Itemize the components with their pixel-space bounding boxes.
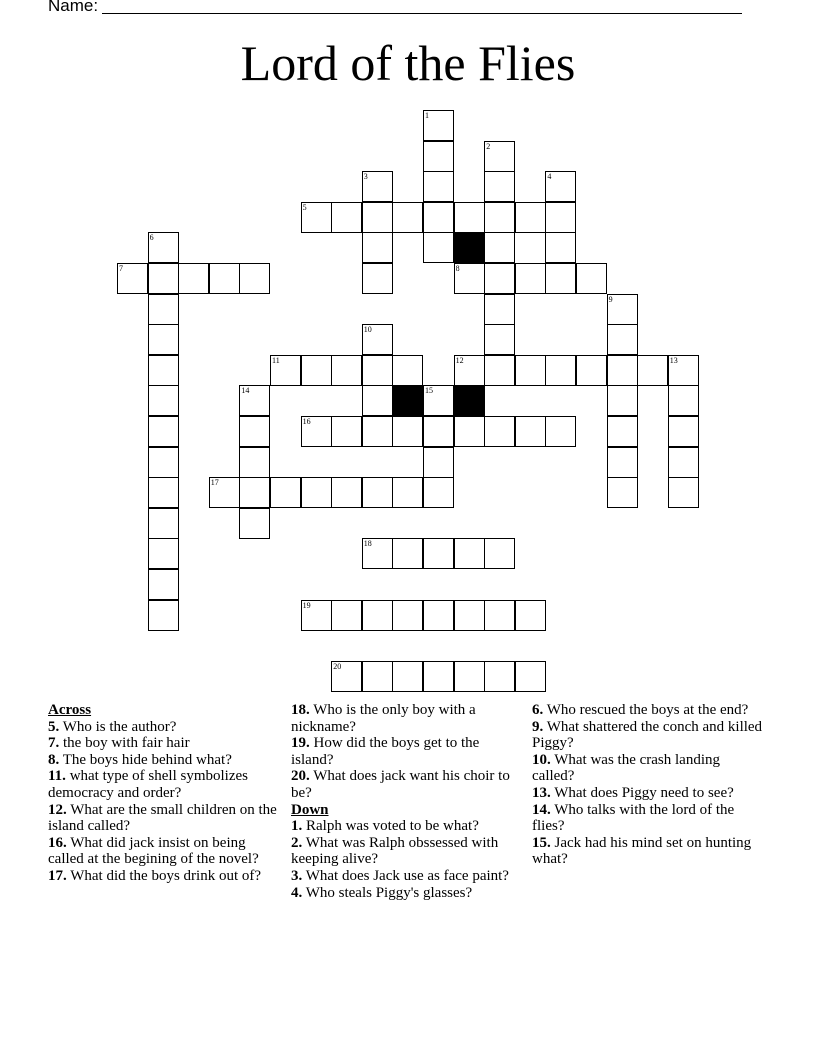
crossword-cell[interactable] [362,263,393,294]
clue-number: 4. [291,884,303,901]
crossword-cell[interactable] [545,355,576,386]
crossword-cell[interactable] [178,263,209,294]
clue-item [532,702,764,719]
clue-item [48,802,284,835]
crossword-cell[interactable] [148,508,179,539]
clue-text: the boy with fair hair [59,735,190,752]
crossword-cell[interactable] [423,477,454,508]
clue-number: 1. [291,818,303,835]
clue-item [532,835,764,868]
clue-text: Who steals Piggy's glasses? [302,884,473,901]
crossword-cell[interactable] [301,202,332,233]
crossword-cell[interactable] [484,202,515,233]
clue-text: What does jack want his choir to be? [291,768,510,801]
black-cell [454,232,485,263]
clue-item [291,835,523,868]
clue-number-label: 9 [608,294,613,304]
clue-item [291,868,523,885]
clue-number: 19. [291,735,310,752]
clue-item [48,868,284,885]
clue-number-label: 15 [425,386,433,396]
crossword-cell[interactable] [239,477,270,508]
crossword-cell[interactable] [362,171,393,202]
clue-text: Who rescued the boys at the end? [543,702,749,718]
clue-number: 15. [532,834,551,851]
clue-number-label: 1 [425,111,429,120]
clue-number-label: 13 [669,355,678,365]
crossword-cell[interactable] [484,538,515,569]
crossword-cell[interactable] [423,538,454,569]
clue-number: 3. [291,867,303,884]
clue-number-label: 17 [210,478,219,488]
crossword-cell[interactable] [392,202,423,233]
black-cell [392,385,423,416]
clue-number-label: 12 [455,355,464,365]
crossword-cell[interactable] [484,141,515,172]
clue-text: Who talks with the lord of the flies? [532,801,735,835]
crossword-cell[interactable] [423,385,454,416]
crossword-cell[interactable] [239,416,270,447]
black-cell [454,385,485,416]
crossword-cell[interactable] [607,447,638,478]
crossword-cell[interactable] [331,600,362,631]
crossword-cell[interactable] [454,416,485,447]
crossword-cell[interactable] [148,324,179,355]
crossword-cell[interactable] [484,232,515,263]
crossword-cell[interactable] [515,416,546,447]
across-heading: Across [48,702,92,718]
clue-item [48,735,284,752]
clue-item [291,735,523,768]
crossword-cell[interactable] [239,508,270,539]
crossword-cell[interactable] [454,661,485,692]
clue-text: What are the small children on the island called? [48,801,277,835]
crossword-cell[interactable] [637,355,668,386]
crossword-cell[interactable] [423,661,454,692]
clue-text: Jack had his mind set on hunting what? [532,834,752,868]
clue-number-label: 5 [302,202,307,212]
crossword-cell[interactable] [423,447,454,478]
clue-number: 17. [48,867,67,884]
crossword-cell[interactable] [270,355,301,386]
crossword-cell[interactable] [148,477,179,508]
clue-text: Who is the author? [59,718,177,735]
crossword-cell[interactable] [148,385,179,416]
crossword-cell[interactable] [607,294,638,325]
crossword-cell[interactable] [515,263,546,294]
clue-text: What does Piggy need to see? [550,784,734,801]
clue-text: What shattered the conch and killed Piggy? [532,718,763,752]
crossword-cell[interactable] [362,324,393,355]
crossword-cell[interactable] [545,202,576,233]
clue-number-label: 20 [333,661,342,671]
clue-number-label: 8 [455,264,460,273]
clue-item [291,768,523,801]
crossword-cell[interactable] [484,171,515,202]
clue-text: what type of shell symbolizes democracy and order? [48,768,248,801]
crossword-cell[interactable] [362,416,393,447]
clue-number: 12. [48,801,67,818]
crossword-cell[interactable] [515,661,546,692]
crossword-cell[interactable] [362,355,393,386]
crossword-cell[interactable] [148,355,179,386]
crossword-cell[interactable] [454,355,485,386]
clue-item [291,818,523,835]
crossword-cell[interactable] [209,477,240,508]
clue-number-label: 16 [302,417,311,426]
crossword-cell[interactable] [392,661,423,692]
clue-text: Who is the only boy with a nickname? [291,702,476,735]
crossword-cell[interactable] [148,416,179,447]
crossword-cell[interactable] [484,661,515,692]
crossword-cell[interactable] [423,171,454,202]
crossword-cell[interactable] [668,385,699,416]
crossword-cell[interactable] [576,355,607,386]
clue-text: What did the boys drink out of? [66,867,262,884]
clue-number-label: 11 [272,355,280,365]
clue-number-label: 7 [119,264,123,273]
clue-item [532,719,764,752]
crossword-cell[interactable] [117,263,148,294]
clue-number-label: 14 [241,386,250,396]
clue-number: 13. [532,784,551,801]
crossword-cell[interactable] [607,385,638,416]
crossword-cell[interactable] [545,232,576,263]
clue-text: What did jack insist on being called at the begining of the novel? [48,834,259,868]
crossword-cell[interactable] [423,232,454,263]
clue-item [532,802,764,835]
crossword-cell[interactable] [423,110,454,141]
crossword-cell[interactable] [239,385,270,416]
crossword-cell[interactable] [239,263,270,294]
crossword-cell[interactable] [607,416,638,447]
crossword-cell[interactable] [454,263,485,294]
crossword-cell[interactable] [362,385,393,416]
crossword-cell[interactable] [545,263,576,294]
crossword-cell[interactable] [423,416,454,447]
crossword-cell[interactable] [484,324,515,355]
crossword-cell[interactable] [484,263,515,294]
crossword-cell[interactable] [148,600,179,631]
clue-text: What was the crash landing called? [532,751,721,785]
crossword-cell[interactable] [301,416,332,447]
clue-number: 14. [532,801,551,818]
crossword-cell[interactable] [362,477,393,508]
crossword-cell[interactable] [484,600,515,631]
clue-number: 18. [291,702,310,718]
clue-number: 9. [532,718,544,735]
crossword-cell[interactable] [362,232,393,263]
clue-item [291,702,523,735]
crossword-cell[interactable] [148,232,179,263]
crossword-cell[interactable] [392,416,423,447]
crossword-cell[interactable] [668,416,699,447]
clue-item [532,785,764,802]
clue-number: 8. [48,751,60,768]
clue-text: What was Ralph obssessed with keeping alive? [291,834,499,868]
crossword-cell[interactable] [148,569,179,600]
crossword-cell[interactable] [362,600,393,631]
crossword-cell[interactable] [301,600,332,631]
clue-number-label: 2 [486,141,491,151]
crossword-cell[interactable] [362,202,393,233]
crossword-cell[interactable] [362,538,393,569]
crossword-cell[interactable] [239,447,270,478]
clue-number: 7. [48,735,60,752]
crossword-cell[interactable] [484,416,515,447]
clue-number: 11. [48,768,66,785]
clue-text: The boys hide behind what? [59,751,232,768]
crossword-cell[interactable] [454,202,485,233]
crossword-cell[interactable] [515,355,546,386]
clue-number: 2. [291,834,303,851]
clue-text: What does Jack use as face paint? [302,867,509,884]
clue-item [48,752,284,769]
crossword-cell[interactable] [270,477,301,508]
crossword-cell[interactable] [331,477,362,508]
name-field[interactable] [48,0,748,18]
clue-item [532,752,764,785]
clue-number-label: 10 [363,325,372,335]
clue-number: 5. [48,718,60,735]
crossword-cell[interactable] [362,661,393,692]
clue-number-label: 3 [363,172,368,182]
crossword-cell[interactable] [454,538,485,569]
clue-number-label: 6 [149,233,154,243]
crossword-cell[interactable] [515,600,546,631]
crossword-cell[interactable] [484,294,515,325]
crossword-cell[interactable] [331,202,362,233]
crossword-cell[interactable] [148,447,179,478]
clue-item [48,835,284,868]
crossword-cell[interactable] [148,538,179,569]
crossword-cell[interactable] [668,477,699,508]
crossword-cell[interactable] [454,600,485,631]
clue-text: Ralph was voted to be what? [302,818,479,835]
crossword-cell[interactable] [392,477,423,508]
crossword-cell[interactable] [607,477,638,508]
crossword-cell[interactable] [668,447,699,478]
clue-number: 16. [48,834,67,851]
down-heading: Down [291,801,329,818]
crossword-cell[interactable] [545,416,576,447]
crossword-cell[interactable] [576,263,607,294]
crossword-cell[interactable] [392,600,423,631]
crossword-cell[interactable] [148,263,179,294]
crossword-cell[interactable] [668,355,699,386]
clue-number-label: 19 [302,600,311,610]
crossword-cell[interactable] [301,477,332,508]
clue-number-label: 4 [547,172,552,182]
clue-item [291,885,523,902]
crossword-cell[interactable] [392,355,423,386]
clue-number-label: 18 [363,539,372,549]
crossword-cell[interactable] [423,202,454,233]
crossword-cell[interactable] [423,600,454,631]
crossword-cell[interactable] [331,355,362,386]
crossword-cell[interactable] [423,141,454,172]
clue-column-3 [532,702,764,868]
clue-number: 6. [532,702,544,718]
crossword-cell[interactable] [331,661,362,692]
clue-number: 10. [532,751,551,768]
crossword-cell[interactable] [148,294,179,325]
clue-item [48,768,284,801]
crossword-cell[interactable] [484,355,515,386]
clue-column-1 [48,702,284,885]
crossword-cell[interactable] [607,324,638,355]
crossword-cell[interactable] [209,263,240,294]
clue-item [48,719,284,736]
clue-text: How did the boys get to the island? [291,735,480,768]
crossword-cell[interactable] [301,355,332,386]
name-label: Name: [48,0,99,15]
clue-number: 20. [291,768,310,785]
crossword-cell[interactable] [607,355,638,386]
name-underline[interactable] [102,13,742,14]
crossword-cell[interactable] [515,202,546,233]
crossword-cell[interactable] [331,416,362,447]
clue-column-2 [291,702,523,901]
crossword-cell[interactable] [392,538,423,569]
crossword-cell[interactable] [545,171,576,202]
page-title: Lord of the Flies [240,35,576,91]
